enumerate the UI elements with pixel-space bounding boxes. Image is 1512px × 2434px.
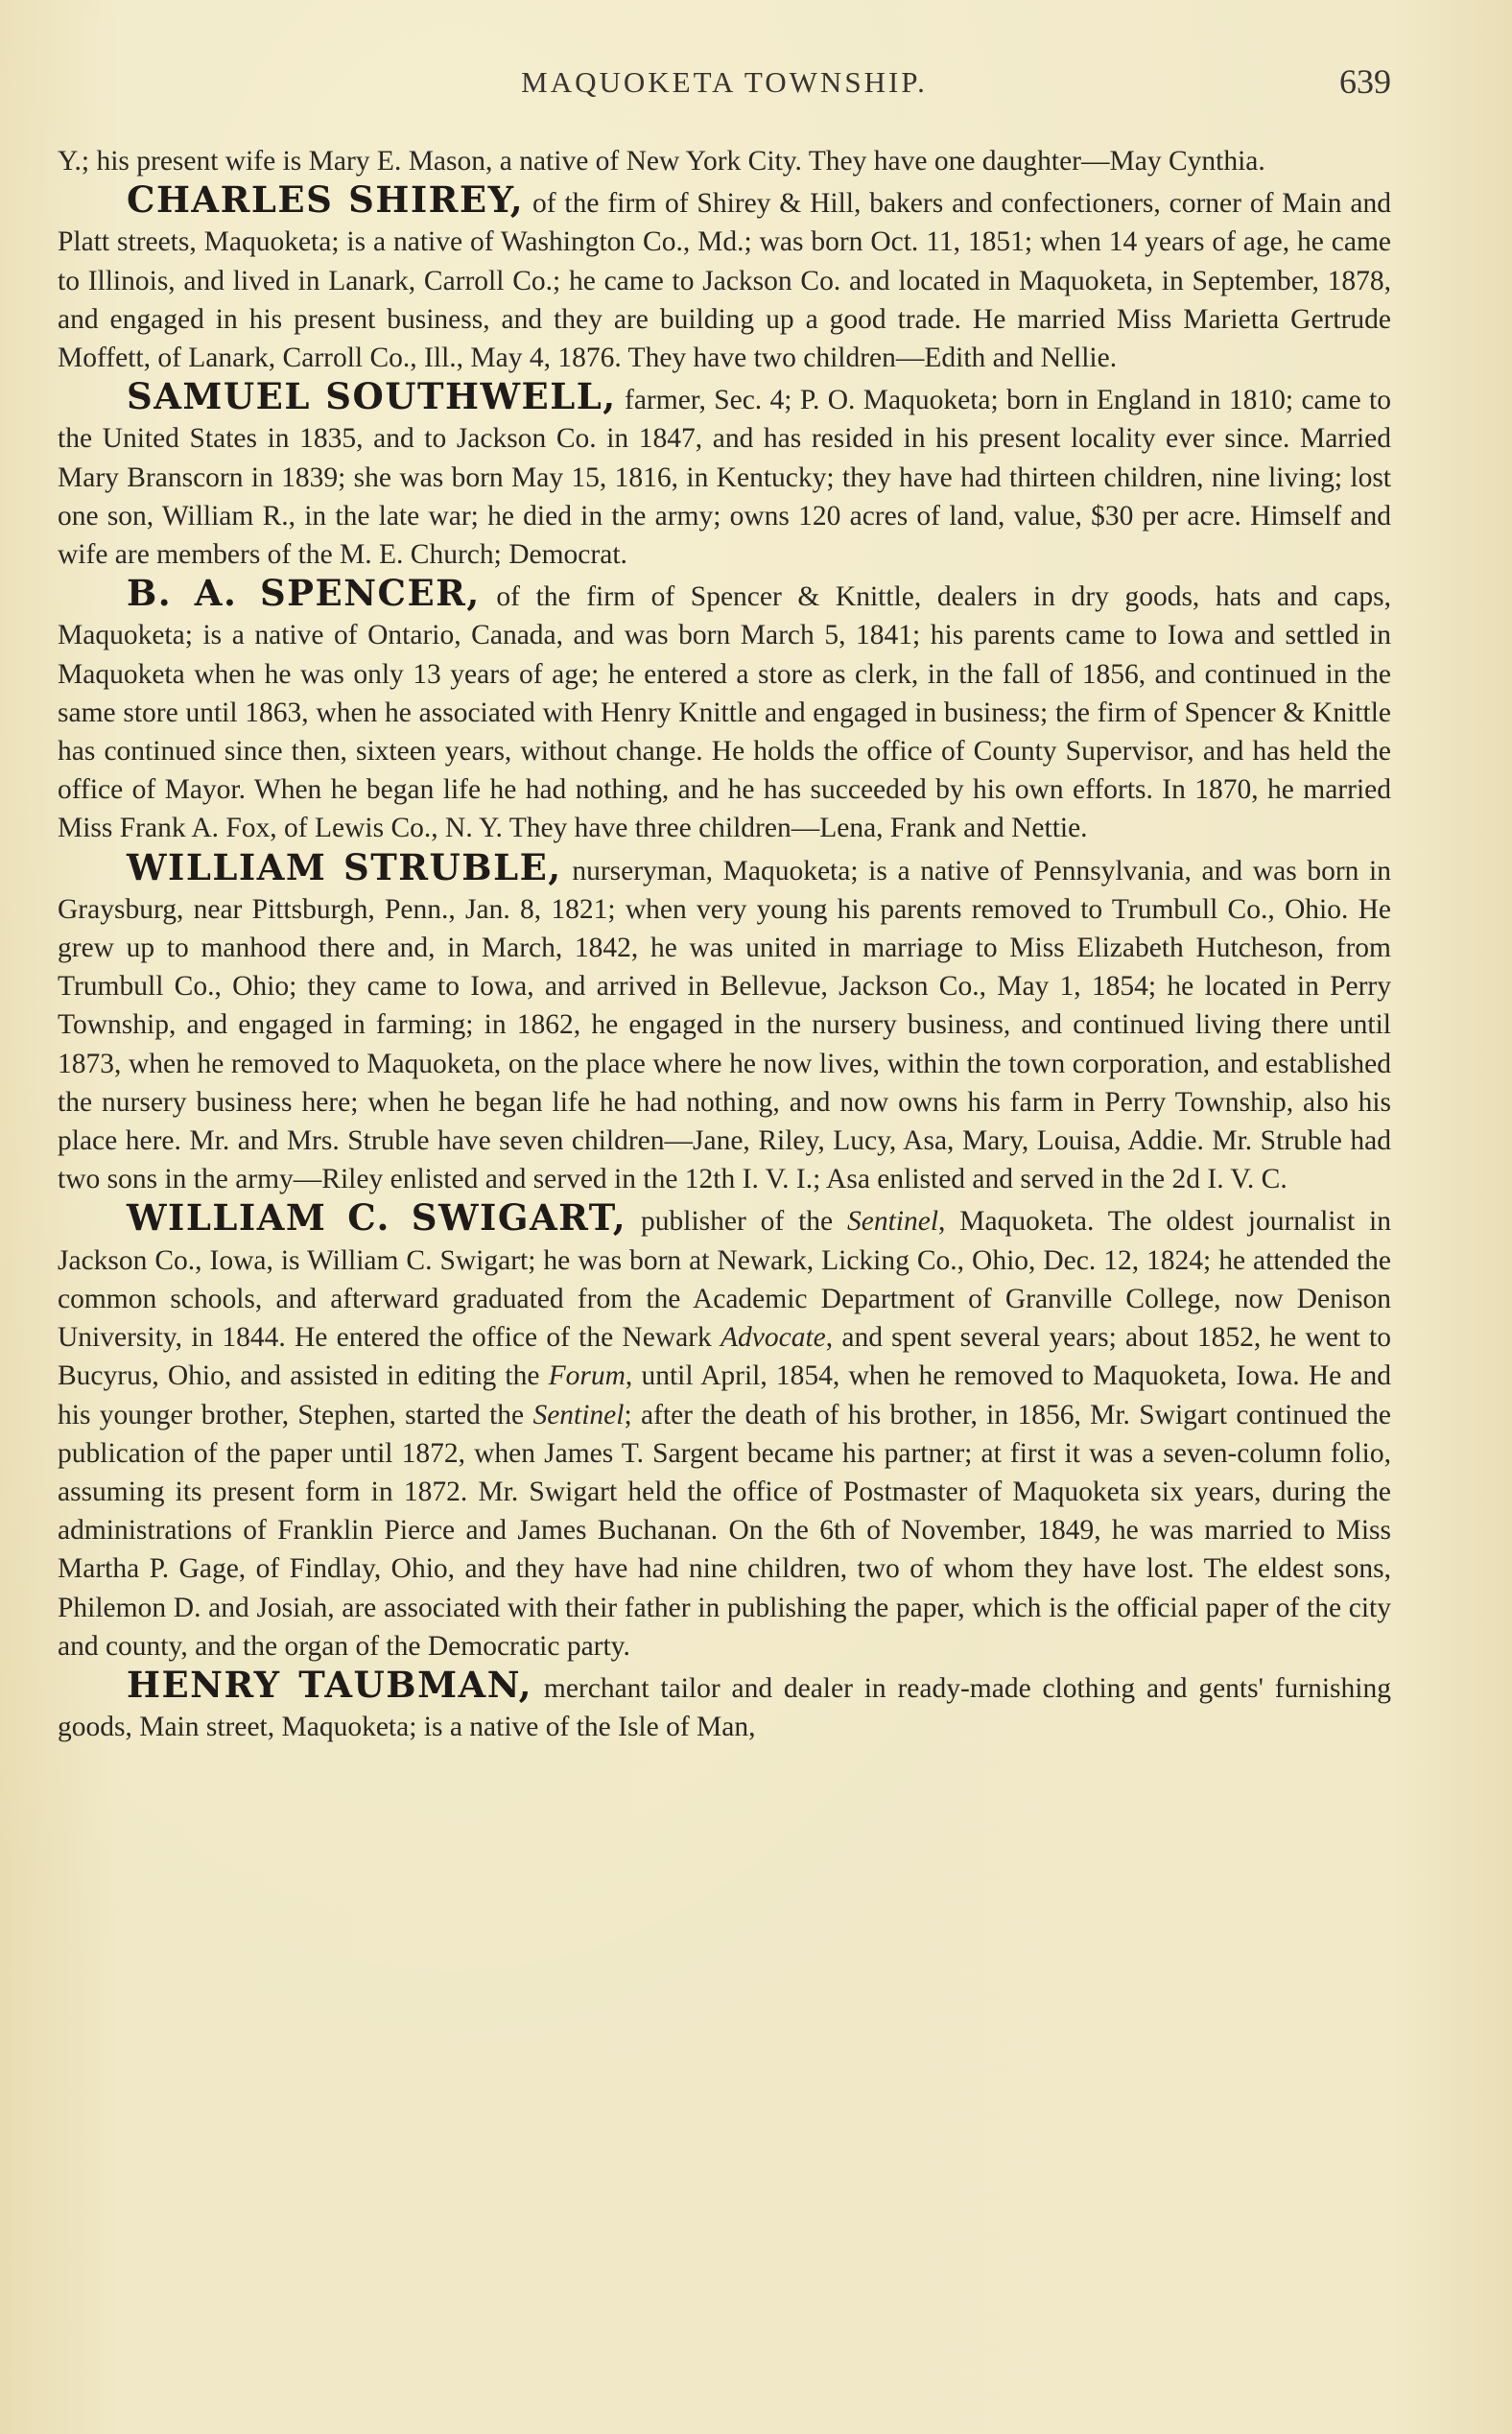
entry-name: HENRY TAUBMAN, [127, 1663, 533, 1706]
biography-text [58, 142, 1391, 1746]
entry-henry-taubman [58, 1663, 1391, 1746]
entry-text: nurseryman, Maquoketa; is a native of Pennsylvania, and was born in Graysburg, near Pittsburgh, Penn., Jan. 8, 1821; when very young his parents removed to Trumbull Co., Ohio. He grew up to manhood there and, in March, 1842, he was united in marriage to Miss Elizabeth Hutcheson, from Trumbull Co., Ohio; they came to Iowa, and arrived in Bellevue, Jackson Co., May 1, 1854; he located in Perry Township, and engaged in farming; in 1862, he engaged in the nursery business, and continued living there until 1873, when he removed to Maquoketa, on the place where he now lives, within the town corporation, and established the nursery business here; when he began life he had nothing, and now owns his farm in Perry Township, also his place here. Mr. and Mrs. Struble have seven children—Jane, Riley, Lucy, Asa, Mary, Louisa, Addie. Mr. Struble had two sons in the army—Riley enlisted and served in the 12th I. V. I.; Asa enlisted and served in the 2d I. V. C. [58, 855, 1391, 1195]
newspaper-title-forum: Forum [548, 1360, 626, 1392]
entry-william-c-swigart [58, 1198, 1391, 1665]
newspaper-title-sentinel: Sentinel [847, 1206, 939, 1238]
entry-text: merchant tailor and dealer in ready-made clothing and gents' furnishing goods, Main street, Maquoketa; is a native of the Isle of Man, [58, 1672, 1391, 1743]
entry-b-a-spencer [58, 574, 1391, 847]
entry-text: Y.; his present wife is Mary E. Mason, a native of New York City. They have one daughter—May Cynthia. [58, 146, 1265, 177]
entry-text-part: , and spent several years; about 1852, he went to Bucyrus, Ohio, and assisted in editing the [58, 1322, 1391, 1392]
entry-text-part: , until April, 1854, when he removed to Maquoketa, Iowa. He and his younger brother, Stephen, started the [58, 1360, 1392, 1430]
entry-text-part: , Maquoketa. The oldest journalist in Jackson Co., Iowa, is William C. Swigart; he was born at Newark, Licking Co., Ohio, Dec. 12, 1824; he attended the common schools, and afterward graduated from the Academic Department of Granville College, now Denison University, in 1844. He entered the office of the Newark [58, 1206, 1391, 1354]
entry-name: B. A. SPENCER, [127, 572, 481, 615]
entry-text: of the firm of Spencer & Knittle, dealers in dry goods, hats and caps, Maquoketa; is a native of Ontario, Canada, and was born March 5, 1841; his parents came to Iowa and settled in Maquoketa when he was only 13 years of age; he entered a store as clerk, in the fall of 1856, and continued in the same store until 1863, when he associated with Henry Knittle and engaged in business; the firm of Spencer & Knittle has continued since then, sixteen years, without change. He holds the office of County Supervisor, and has held the office of Mayor. When he began life he had nothing, and he has succeeded by his own efforts. In 1870, he married Miss Frank A. Fox, of Lewis Co., N. Y. They have three children—Lena, Frank and Nettie. [58, 581, 1391, 844]
entry-text-part: publisher of the [626, 1206, 847, 1238]
running-head: MAQUOKETA TOWNSHIP. [521, 65, 928, 99]
entry-text: of the firm of Shirey & Hill, bakers and confectioners, corner of Main and Platt streets, Maquoketa; is a native of Washington Co., Md.; was born Oct. 11, 1851; when 14 years of age, he came to Illinois, and lived in Lanark, Carroll Co.; he came to Jackson Co. and located in Maquoketa, in September, 1878, and engaged in his present business, and they are building up a good trade. He married Miss Marietta Gertrude Moffett, of Lanark, Carroll Co., Ill., May 4, 1876. They have two children—Edith and Nellie. [58, 188, 1391, 374]
newspaper-title-sentinel: Sentinel [532, 1399, 625, 1430]
entry-name: CHARLES SHIREY, [127, 178, 525, 222]
entry-samuel-southwell [58, 377, 1391, 574]
page-number: 639 [1339, 62, 1391, 101]
entry-william-struble [58, 845, 1391, 1199]
entry-text-part: ; after the death of his brother, in 1856, Mr. Swigart continued the publication of the paper until 1872, when James T. Sargent became his partner; at first it was a seven-column folio, assuming its present form in 1872. Mr. Swigart held the office of Postmaster of Maquoketa six years, during the administrations of Franklin Pierce and James Buchanan. On the 6th of November, 1849, he was married to Miss Martha P. Gage, of Findlay, Ohio, and they have had nine children, two of whom they have lost. The eldest sons, Philemon D. and Josiah, are associated with their father in publishing the paper, which is the official paper of the city and county, and the organ of the Democratic party. [58, 1399, 1391, 1662]
entry-name: WILLIAM C. SWIGART, [127, 1196, 627, 1240]
entry-name: WILLIAM STRUBLE, [127, 845, 562, 888]
entry-continuation [58, 142, 1391, 180]
entry-name: SAMUEL SOUTHWELL, [127, 375, 617, 418]
entry-charles-shirey [58, 180, 1391, 377]
newspaper-title-advocate: Advocate [721, 1322, 826, 1354]
entry-text: farmer, Sec. 4; P. O. Maquoketa; born in England in 1810; came to the United States in 1835, and to Jackson Co. in 1847, and has resided in his present locality ever since. Married Mary Branscorn in 1839; she was born May 15, 1816, in Kentucky; they have had thirteen children, nine living; lost one son, William R., in the late war; he died in the army; owns 120 acres of land, value, $30 per acre. Himself and wife are members of the M. E. Church; Democrat. [58, 385, 1391, 571]
page-header [58, 59, 1391, 107]
